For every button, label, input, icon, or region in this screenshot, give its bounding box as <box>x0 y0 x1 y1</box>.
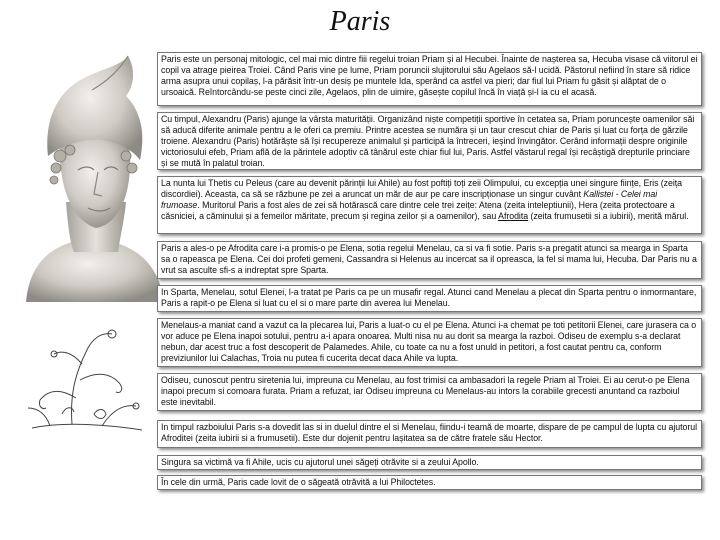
paragraph-box-5 <box>157 285 702 312</box>
paragraph-text: Paris este un personaj mitologic, cel mai mic dintre fiii regelui troian Priam și al Hecubei. Înainte de nașterea sa, Hecuba visase că viitorul ei copil va atrage pieirea Troiei. Când Paris vine pe lume, Priam poruncii slujitorului său Agelaos să-l ucidă. Păstorul nefiind în stare să ridice arma asupra unui copilaș, l-a părăsit într-un desiș pe muntele Ida, sperând ca astfel va pieri; dar fiul lui Priam fu găsit și alăptat de o ursoaică. Reîntorcându-se peste cinci zile, Agelaos, plin de uimire, găsește copilul încă în viață și-l ia cu el acasă. <box>161 54 698 97</box>
apple-inscription: Kallistei - Celei mai frumoase <box>161 189 658 210</box>
paragraph-text: In timpul razboiului Paris s-a dovedit las si in duelul dintre el si Menelau, fiindu-i teamă de moarte, dispare de pe campul de lupta cu ajutorul Afroditei (zeita iubirii si a frumusetii). Este dur dojenit pentru lașitatea sa de către fratele său Hector. <box>161 422 698 443</box>
paragraph-text: Singura sa victimă va fi Ahile, ucis cu ajutorul unei săgeți otrăvite si a zeului Apollo. <box>161 457 479 467</box>
paragraph-text: Paris a ales-o pe Afrodita care i-a promis-o pe Elena, sotia regelui Menelau, ca si va fi sotie. Paris s-a pregatit atunci sa mearga in Sparta sa o rapeasca pe Elena. Cei doi profeti gemeni, Cassandra si Helenus au incercat sa il opreasca, la fel si mama lui, Hecuba. Dar Paris nu a vrut sa asculte sfi-s a indreptat spre Sparta. <box>161 243 697 275</box>
paragraph-box-1 <box>157 52 702 106</box>
plant-sketch-image <box>12 318 162 448</box>
paragraph-box-8 <box>157 420 702 448</box>
paragraph-box-2 <box>157 112 702 170</box>
paragraph-text: Menelaus-a maniat cand a vazut ca la plecarea lui, Paris a luat-o cu el pe Elena. Atunci i-a chemat pe toti petitorii Elenei, care jurasera ca o vor aduce pe Elena inapoi sotului, pentru a-i apara onoarea. Multi nisa nu au dorit sa mearga la razboi. Odiseu de exemplu s-a declarat nebun, dar acest truc a fost descoperit de Palamedes. Ahile, cu toate ca nu a fost unuld in petitori, a fost cautat pentru ca, conform previziunilor lui Calachas, Troia nu putea fi cucerita decat daca Ahile va lupta. <box>161 320 697 363</box>
paragraph-box-3 <box>157 176 702 234</box>
paragraph-box-4 <box>157 241 702 279</box>
wedding-text-part3: (zeita frumusetii si a iubirii), merită mărul. <box>528 211 689 221</box>
paragraph-box-9 <box>157 455 702 470</box>
paragraph-text: In Sparta, Menelau, sotul Elenei, l-a tratat pe Paris ca pe un musafir regal. Atunci cand Menelau a plecat din Sparta pentru o inmormantare, Paris a rapit-o pe Elena si luat cu el si o mare parte din averea lui Menelau. <box>161 287 697 308</box>
paragraph-box-10 <box>157 475 702 490</box>
paris-bust-image <box>8 52 176 310</box>
paragraph-text: În cele din urmă, Paris cade lovit de o săgeată otrăvită a lui Philoctetes. <box>161 477 436 487</box>
paragraph-box-6 <box>157 318 702 367</box>
wedding-text-part1: La nunta lui Thetis cu Peleus (care au devenit părinții lui Ahile) au fost poftiți toți zeii Olimpului, cu excepția unei singure ființe, Eris (zeița discordiei). Aceasta, ca să se răzbune pe zei a aruncat un măr de aur pe care inscripționase un singur cuvânt <box>161 178 683 199</box>
afrodita-link[interactable]: Afrodita <box>498 211 529 221</box>
page-title: Paris <box>329 6 391 37</box>
paragraph-text: Cu timpul, Alexandru (Paris) ajunge la vârsta maturității. Organizând niște competiții sportive în cetatea sa, Priam poruncește oamenilor săi să aducă diferite animale pentru a le oferi ca premiu. Printre acestea se număra și un taur crescut chiar de Paris și luat cu forța de gărzile troiene. Alexandru (Paris) hotărăște să își recupereze animalul și participă la întreceri, ieșind învingător. Cerând informații despre originile victoriosului efeb, Priam află de la părintele adoptiv că tânărul este chiar fiul lui, Paris. Astfel văstarul regal își recâștigă drepturile princiare și se mută în palatul troian. <box>161 114 695 168</box>
paragraph-text <box>161 178 698 222</box>
wedding-text-part2: . Muritorul Paris a fost ales de zei să hotărască care dintre cele trei zeițe: Atena (zeita inteleptiunii), Hera (zeita protectoare a căsniciei, a căminului și a femeilor măritate, precum și regina zeilor și a oamenilor), sau <box>161 200 675 221</box>
paragraph-text: Odiseu, cunoscut pentru siretenia lui, impreuna cu Menelau, au fost trimisi ca ambasadori la regele Priam al Troiei. Ei au cerut-o pe Elena inapoi precum si comoara furata. Priam a refuzat, iar Odiseu impreuna cu Menelaus-au intors la corabiile grecesti anuntand ca razboiul este inevitabil. <box>161 375 690 407</box>
paragraph-box-7 <box>157 373 702 411</box>
